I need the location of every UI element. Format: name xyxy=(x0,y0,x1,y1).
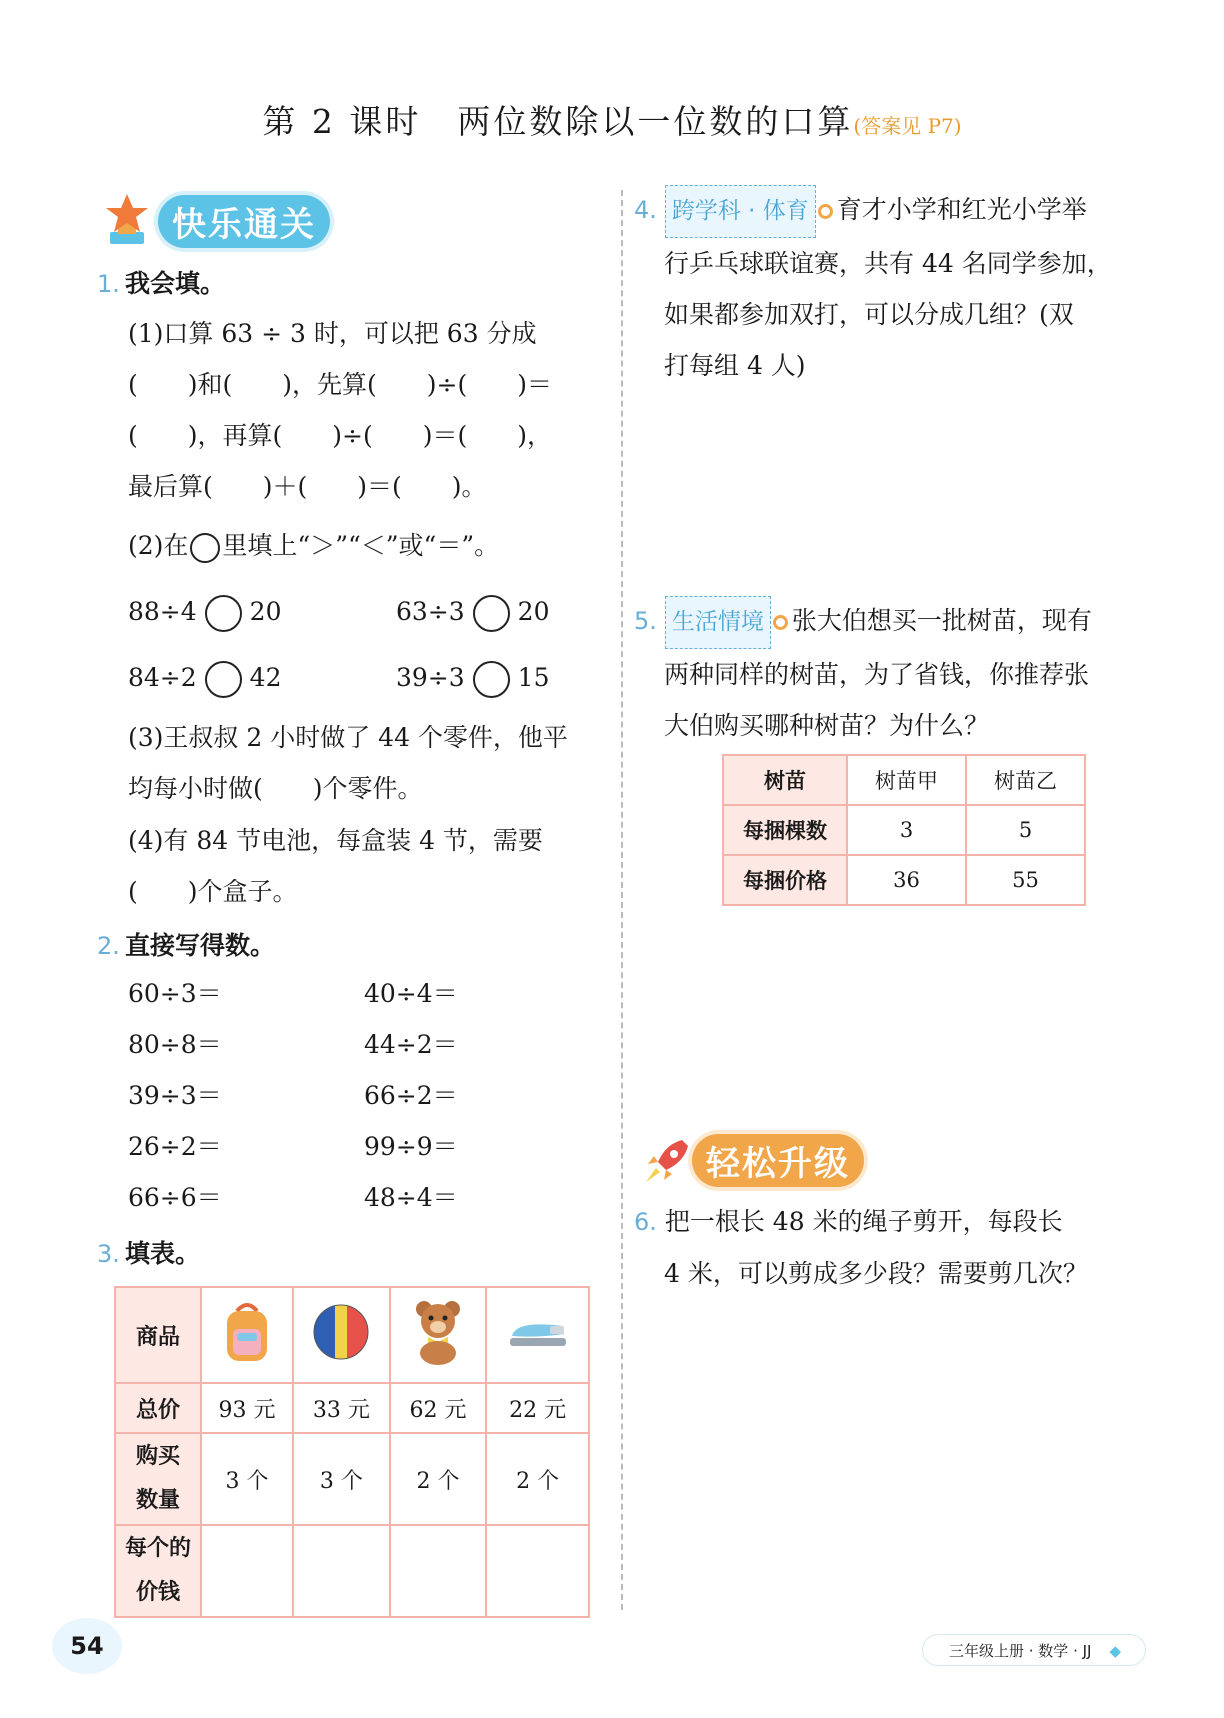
q6-first-line xyxy=(634,1196,1154,1248)
q1-number: 1. xyxy=(97,270,120,298)
row-label-line: 每个的 xyxy=(124,1536,191,1561)
text-fragment: (2)在 xyxy=(128,531,189,560)
book-footer xyxy=(922,1634,1146,1666)
table-cell: 5 xyxy=(966,805,1085,855)
text-line: (3)王叔叔 2 小时做了 44 个零件，他平 xyxy=(128,723,568,752)
text-line: ( )和( )，先算( )÷( )＝ xyxy=(128,370,552,399)
q5 xyxy=(634,595,1154,751)
q3-heading xyxy=(97,1234,200,1270)
page-number: 54 xyxy=(52,1618,122,1674)
compare-value: 20 xyxy=(249,597,282,626)
exercise-item: 48÷4＝ xyxy=(364,1183,458,1212)
compare-item xyxy=(128,586,281,637)
compare-value: 42 xyxy=(249,663,282,692)
tag-dot-icon xyxy=(818,204,833,219)
q5-tag: 生活情境 xyxy=(665,596,771,649)
count-cell: 2 个 xyxy=(486,1433,589,1525)
section-upgrade-title: 轻松升级 xyxy=(692,1134,864,1187)
q4 xyxy=(634,184,1154,391)
exercise-item: 60÷3＝ xyxy=(128,979,222,1008)
compare-item xyxy=(396,652,549,703)
text-fragment: 把一根长 48 米的绳子剪开，每段长 xyxy=(664,1207,1063,1236)
q4-first-line xyxy=(634,184,1154,238)
table-header: 树苗乙 xyxy=(966,755,1085,805)
q2-heading xyxy=(97,926,275,962)
answer-circle[interactable] xyxy=(473,595,510,632)
answer-cell[interactable] xyxy=(201,1525,293,1617)
exercise-item: 80÷8＝ xyxy=(128,1030,222,1059)
star-trophy-icon xyxy=(100,192,158,250)
answer-cell[interactable] xyxy=(486,1525,589,1617)
total-price-cell: 22 元 xyxy=(486,1383,589,1433)
text-line: 两种同样的树苗，为了省钱，你推荐张 xyxy=(664,660,1090,689)
q2-title: 直接写得数。 xyxy=(125,931,276,960)
table-cell: 36 xyxy=(847,855,966,905)
total-price-cell: 93 元 xyxy=(201,1383,293,1433)
answer-cell[interactable] xyxy=(390,1525,487,1617)
q5-first-line xyxy=(634,595,1154,649)
q2-exercise-grid xyxy=(128,968,548,1223)
text-line: (4)有 84 节电池，每盒装 4 节，需要 xyxy=(128,826,543,855)
section-happy-badge xyxy=(100,192,330,250)
q1-part4 xyxy=(128,815,543,917)
answer-circle[interactable] xyxy=(473,661,510,698)
table-header: 树苗甲 xyxy=(847,755,966,805)
total-price-cell: 62 元 xyxy=(390,1383,487,1433)
q4-number: 4. xyxy=(634,196,657,224)
compare-expression: 88÷4 xyxy=(128,597,197,626)
page-title xyxy=(0,96,1224,143)
compare-expression: 84÷2 xyxy=(128,663,197,692)
compare-item xyxy=(396,586,549,637)
row-label-line: 购买 xyxy=(135,1444,180,1469)
compare-item xyxy=(128,652,281,703)
section-upgrade-badge xyxy=(642,1134,864,1187)
exercise-item: 40÷4＝ xyxy=(364,979,458,1008)
table-cell: 55 xyxy=(966,855,1085,905)
text-line: (1)口算 63 ÷ 3 时，可以把 63 分成 xyxy=(128,319,537,348)
q4-tag: 跨学科 · 体育 xyxy=(665,185,816,238)
goods-cell xyxy=(293,1287,390,1383)
compare-value: 20 xyxy=(517,597,550,626)
count-cell: 3 个 xyxy=(293,1433,390,1525)
exercise-item: 39÷3＝ xyxy=(128,1081,222,1110)
compare-expression: 39÷3 xyxy=(396,663,465,692)
compare-expression: 63÷3 xyxy=(396,597,465,626)
row-label-line: 价钱 xyxy=(135,1580,180,1605)
goods-cell xyxy=(486,1287,589,1383)
row-label: 总价 xyxy=(115,1383,201,1433)
text-line: 打每组 4 人) xyxy=(664,351,806,380)
row-label-line: 数量 xyxy=(135,1488,180,1513)
answer-cell[interactable] xyxy=(293,1525,390,1617)
q1-heading xyxy=(97,264,225,300)
column-divider xyxy=(621,190,623,1610)
answer-circle[interactable] xyxy=(190,533,220,563)
exercise-item: 66÷6＝ xyxy=(128,1183,222,1212)
q1-part1 xyxy=(128,308,552,512)
q3-title: 填表。 xyxy=(125,1239,201,1268)
q2-number: 2. xyxy=(97,932,120,960)
book-label: 三年级上册 · 数学 · JJ xyxy=(949,1642,1092,1660)
stapler-icon xyxy=(506,1312,570,1352)
q5-number: 5. xyxy=(634,607,657,635)
text-fragment: 张大伯想买一批树苗，现有 xyxy=(791,606,1092,635)
q1-title: 我会填。 xyxy=(125,269,226,298)
sapling-table xyxy=(722,754,1086,906)
text-line: 最后算( )＋( )＝( )。 xyxy=(128,472,487,501)
table-cell: 3 xyxy=(847,805,966,855)
answer-reference: (答案见 P7) xyxy=(853,114,962,138)
text-line: 均每小时做( )个零件。 xyxy=(128,774,423,803)
compare-value: 15 xyxy=(517,663,550,692)
backpack-icon xyxy=(219,1299,275,1365)
teddy-bear-icon xyxy=(408,1299,468,1365)
row-label xyxy=(115,1525,201,1617)
count-cell: 3 个 xyxy=(201,1433,293,1525)
text-line: 4 米，可以剪成多少段？需要剪几次？ xyxy=(664,1259,1088,1288)
q1-part2-instruction xyxy=(128,520,499,571)
row-label: 每捆棵数 xyxy=(723,805,847,855)
goods-cell xyxy=(201,1287,293,1383)
q3-number: 3. xyxy=(97,1240,120,1268)
text-line: 大伯购买哪种树苗？为什么？ xyxy=(664,711,990,740)
text-fragment: 育才小学和红光小学举 xyxy=(836,195,1087,224)
section-happy-title: 快乐通关 xyxy=(158,195,330,248)
tag-dot-icon xyxy=(773,615,788,630)
text-line: 如果都参加双打，可以分成几组？(双 xyxy=(664,300,1074,329)
row-label: 商品 xyxy=(115,1287,201,1383)
total-price-cell: 33 元 xyxy=(293,1383,390,1433)
diamond-icon: ◆ xyxy=(1109,1642,1122,1660)
goods-cell xyxy=(390,1287,487,1383)
answer-circle[interactable] xyxy=(205,661,242,698)
text-line: ( )个盒子。 xyxy=(128,877,298,906)
answer-circle[interactable] xyxy=(205,595,242,632)
exercise-item: 99÷9＝ xyxy=(364,1132,458,1161)
text-line: ( )，再算( )÷( )＝( )， xyxy=(128,421,552,450)
row-label: 每捆价格 xyxy=(723,855,847,905)
ball-icon xyxy=(311,1302,371,1362)
q6 xyxy=(634,1196,1154,1299)
exercise-item: 66÷2＝ xyxy=(364,1081,458,1110)
row-label xyxy=(115,1433,201,1525)
q6-number: 6. xyxy=(634,1208,657,1236)
table-header: 树苗 xyxy=(723,755,847,805)
exercise-item: 26÷2＝ xyxy=(128,1132,222,1161)
q1-part3 xyxy=(128,712,568,814)
count-cell: 2 个 xyxy=(390,1433,487,1525)
text-fragment: 里填上“＞”“＜”或“＝”。 xyxy=(222,531,500,560)
goods-table xyxy=(114,1286,590,1618)
rocket-icon xyxy=(642,1136,692,1186)
text-line: 行乒乓球联谊赛，共有 44 名同学参加， xyxy=(664,249,1112,278)
lesson-title: 第 2 课时 两位数除以一位数的口算 xyxy=(262,102,854,141)
exercise-item: 44÷2＝ xyxy=(364,1030,458,1059)
